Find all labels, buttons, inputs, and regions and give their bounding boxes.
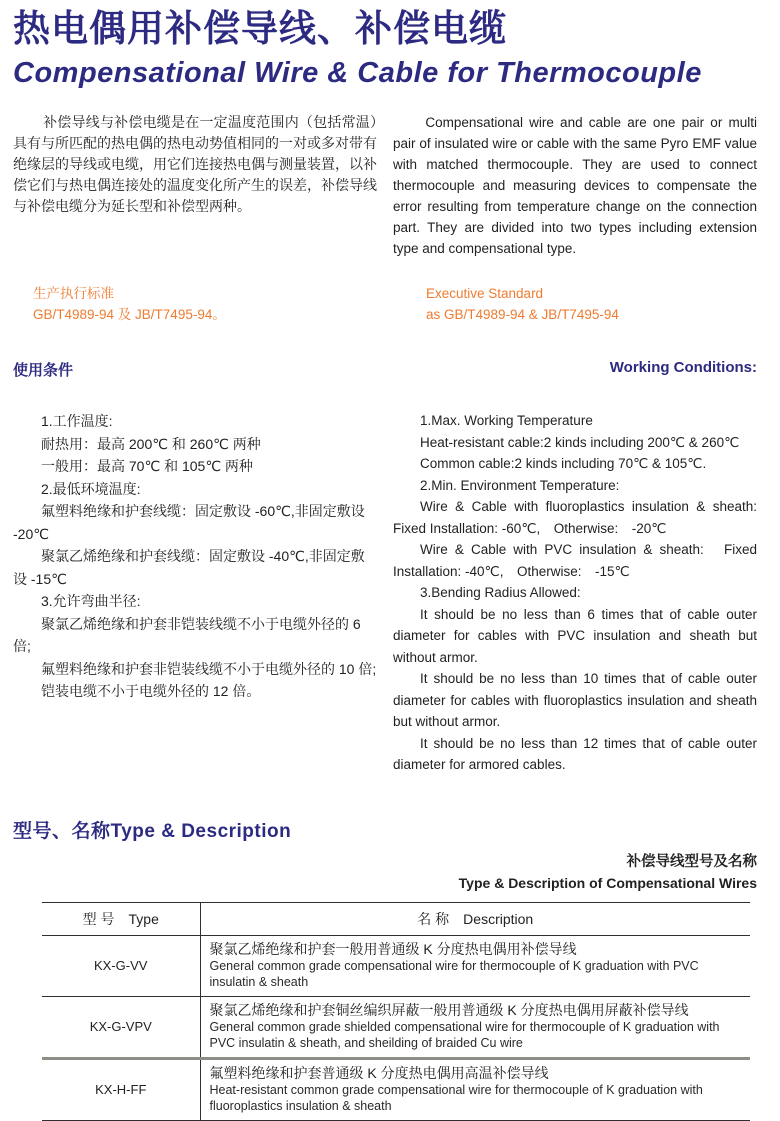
type-cell: KX-H-FF: [42, 1058, 200, 1120]
type-cell: KX-G-VV: [42, 935, 200, 996]
condition-item-en: It should be no less than 10 times that of cable outer diameter for cables with fluoroplastics insulation and sheath but without armor.: [393, 671, 757, 729]
condition-item-zh: 氟塑料绝缘和护套线缆：固定敷设 -60℃,非固定敷设 -20℃: [13, 503, 365, 542]
condition-item-zh: 2.最低环境温度:: [41, 480, 141, 497]
intro-text-zh: 补偿导线与补偿电缆是在一定温度范围内（包括常温）具有与所匹配的热电偶的热电动势值相同的一对或多对带有绝缘层的导线或电缆，用它们连接热电偶与测量装置，以补偿它们与热电偶连接处的温度变化所产生的误差，补偿导线与补偿电缆分为延长型和补偿型两种。: [13, 114, 377, 214]
working-conditions-heading-zh: 使用条件: [13, 362, 74, 379]
condition-item-zh: 聚氯乙烯绝缘和护套线缆：固定敷设 -40℃,非固定敷设 -15℃: [13, 548, 365, 587]
condition-item-en: 1.Max. Working Temperature: [420, 413, 593, 428]
intro-text-en: Compensational wire and cable are one pair or multi pair of insulated wire or cable with the same Pyro EMF value with matched thermocouple. They are used to connect thermocouple and measuring devices to compensate the error resulting from temperature change on the connection part. They are divided into two types including extension type and compensational type.: [393, 115, 757, 256]
standard-value-en: as GB/T4989-94 & JB/T7495-94: [426, 307, 619, 322]
description-zh: 氟塑料绝缘和护套普通级 K 分度热电偶用高温补偿导线: [209, 1064, 549, 1081]
condition-item-en: 3.Bending Radius Allowed:: [420, 585, 581, 600]
description-cell: [200, 996, 750, 1058]
condition-item-zh: 1.工作温度:: [41, 413, 113, 429]
table-caption-en: Type & Description of Compensational Wires: [458, 874, 757, 891]
executive-standard-section: [13, 283, 757, 325]
intro-section: [13, 112, 757, 259]
condition-item-zh: 氟塑料绝缘和护套非铠装线缆不小于电缆外径的 10 倍;: [41, 660, 377, 677]
page-title-chinese: 热电偶用补偿导线、补偿电缆: [13, 8, 507, 49]
description-en: Heat-resistant common grade compensational wire for thermocouple of K graduation with fluoroplastics insulation & sheath: [209, 1082, 703, 1113]
condition-item-en: Wire & Cable with PVC insulation & sheath: Fixed Installation: -40℃, Otherwise: -15℃: [393, 542, 757, 579]
condition-item-zh: 3.允许弯曲半径:: [41, 593, 141, 609]
condition-item-en: 2.Min. Environment Temperature:: [420, 477, 620, 493]
description-zh: 聚氯乙烯绝缘和护套一般用普通级 K 分度热电偶用补偿导线: [209, 940, 577, 957]
executive-standard-chinese: [13, 283, 377, 325]
table-captions: [13, 852, 757, 894]
table-header-row: [42, 902, 750, 935]
type-cell: KX-G-VPV: [42, 996, 200, 1058]
condition-item-en: It should be no less than 6 times that of cable outer diameter for cables with PVC insulation and sheath but without armor.: [393, 606, 757, 665]
condition-item-zh: 聚氯乙烯绝缘和护套非铠装线缆不小于电缆外径的 6 倍;: [13, 615, 361, 654]
table-header-description: 名 称 Description: [200, 902, 750, 935]
description-zh: 聚氯乙烯绝缘和护套铜丝编织屏蔽一般用普通级 K 分度热电偶用屏蔽补偿导线: [209, 1001, 689, 1018]
working-conditions-headings: [13, 359, 757, 380]
working-conditions-list-en: [393, 410, 757, 776]
condition-item-zh: 耐热用：最高 200℃ 和 260℃ 两种: [41, 435, 261, 452]
description-en: General common grade shielded compensational wire for thermocouple of K graduation with PVC insulatin & sheath, and sheilding of braided Cu wire: [209, 1019, 720, 1050]
table-header-type: 型 号 Type: [42, 902, 200, 935]
condition-item-zh: 一般用：最高 70℃ 和 105℃ 两种: [41, 458, 253, 474]
condition-item-en: Wire & Cable with fluoroplastics insulation & sheath: Fixed Installation: -60℃, Otherwise: -20℃: [393, 499, 757, 536]
condition-item-en: Heat-resistant cable:2 kinds including 200℃ & 260℃: [420, 434, 740, 450]
working-conditions-list-zh: [13, 410, 377, 776]
condition-item-zh: 铠装电缆不小于电缆外径的 12 倍。: [41, 683, 261, 699]
standard-value-zh: GB/T4989-94 及 JB/T7495-94。: [33, 307, 226, 322]
condition-item-en: Common cable:2 kinds including 70℃ & 105℃.: [420, 456, 707, 471]
working-conditions-lists: [13, 410, 757, 776]
type-description-heading: 型号、名称Type & Description: [13, 820, 292, 842]
description-cell: [200, 935, 750, 996]
table-row: [42, 935, 750, 996]
intro-paragraph-chinese: [13, 112, 377, 259]
type-description-table: [42, 902, 750, 1121]
executive-standard-english: [393, 283, 757, 325]
standard-label-zh: 生产执行标准: [33, 286, 114, 301]
table-row: [42, 1058, 750, 1120]
page-title-english: Compensational Wire & Cable for Thermocouple: [13, 57, 702, 89]
description-en: General common grade compensational wire for thermocouple of K graduation with PVC insulatin & sheath: [209, 958, 699, 989]
description-cell: [200, 1058, 750, 1120]
table-row: [42, 996, 750, 1058]
condition-item-en: It should be no less than 12 times that of cable outer diameter for armored cables.: [393, 735, 757, 772]
standard-label-en: Executive Standard: [426, 286, 544, 301]
table-caption-zh: 补偿导线型号及名称: [626, 853, 757, 870]
intro-paragraph-english: [393, 112, 757, 259]
working-conditions-heading-en: Working Conditions:: [609, 359, 757, 376]
